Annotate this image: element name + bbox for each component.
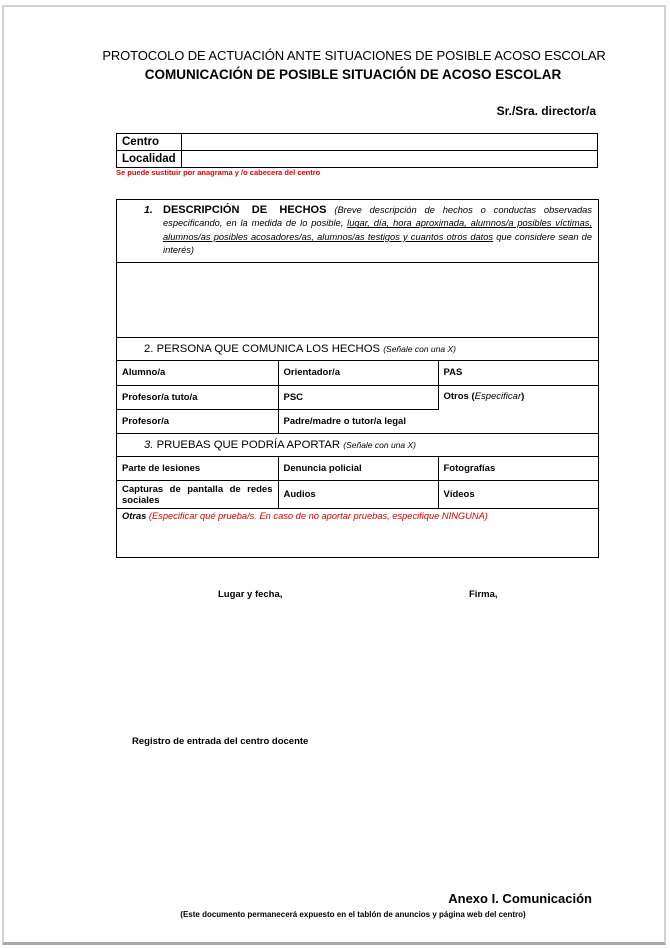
other-evidence-label: Otras	[122, 511, 147, 521]
centro-field[interactable]	[181, 134, 597, 151]
option-padre-madre[interactable]: Padre/madre o tutor/a legal	[278, 409, 438, 433]
option-otros-label: Otros (	[443, 390, 475, 402]
section-1-desc-part1: (Breve descripción de hechos o conductas observadas especificando, en la medida de lo posible,	[163, 205, 593, 229]
annex-note: (Este documento permanecerá expuesto en el tablón de anuncios y página web del centro)	[180, 910, 526, 919]
registry-label: Registro de entrada del centro docente	[132, 736, 309, 747]
section-2-number: 2.	[144, 343, 154, 355]
section-1-heading: DESCRIPCIÓN DE HECHOS	[163, 204, 327, 216]
option-otros-close: )	[521, 390, 525, 402]
option-pas[interactable]: PAS	[438, 361, 598, 385]
option-denuncia-policial[interactable]: Denuncia policial	[278, 457, 438, 481]
section-reporter-header	[117, 338, 598, 361]
section-2-heading: PERSONA QUE COMUNICA LOS HECHOS	[156, 343, 381, 355]
other-evidence-field[interactable]	[117, 509, 598, 557]
localidad-field[interactable]	[181, 151, 597, 168]
centro-label: Centro	[117, 134, 182, 151]
localidad-row	[117, 151, 598, 168]
section-3-hint: (Señale con una X)	[343, 439, 417, 450]
protocol-title: PROTOCOLO DE ACTUACIÓN ANTE SITUACIONES DE POSIBLE ACOSO ESCOLAR	[102, 48, 606, 63]
other-evidence-hint: (Especificar qué prueba/s. En caso de no aportar pruebas, especifique NINGUNA)	[148, 511, 488, 521]
option-fotografias[interactable]: Fotografías	[438, 457, 598, 481]
option-audios[interactable]: Audios	[278, 481, 438, 509]
option-psc[interactable]: PSC	[278, 385, 438, 409]
option-capturas-pantalla[interactable]: Capturas de pantalla de redes sociales	[117, 481, 278, 509]
document-page	[2, 5, 666, 945]
option-orientador[interactable]: Orientador/a	[278, 361, 438, 385]
centro-table	[116, 133, 598, 168]
section-3-number: 3.	[144, 438, 154, 451]
section-1-number: 1.	[144, 204, 153, 216]
place-date-label: Lugar y fecha,	[218, 589, 283, 600]
signature-label: Firma,	[469, 589, 498, 600]
addressee: Sr./Sra. director/a	[496, 104, 596, 118]
option-alumno[interactable]: Alumno/a	[117, 361, 278, 385]
evidence-options-grid	[117, 457, 598, 510]
option-parte-lesiones[interactable]: Parte de lesiones	[117, 457, 278, 481]
annex-title: Anexo I. Comunicación	[448, 891, 592, 906]
option-otros-specify: Especificar	[474, 390, 522, 402]
section-description-header	[117, 200, 598, 263]
section-1-desc-underlined: lugar, día, hora aproximada, alumnos/a posibles víctimas, alumnos/as posibles acosadores/as, alumnos/as testigos y cuantos otros datos	[163, 218, 592, 242]
centro-row	[117, 134, 598, 151]
reporter-options-grid	[117, 361, 598, 434]
logo-substitution-note: Se puede sustituir por anagrama y /o cabecera del centro	[116, 168, 321, 177]
option-videos[interactable]: Vídeos	[438, 481, 598, 509]
section-3-heading: PRUEBAS QUE PODRÍA APORTAR	[156, 438, 341, 451]
option-profesor-tutor[interactable]: Profesor/a tuto/a	[117, 385, 278, 409]
localidad-label: Localidad	[117, 151, 182, 168]
section-1-desc-part2: que considere sean de interés)	[163, 231, 593, 256]
option-profesor[interactable]: Profesor/a	[117, 409, 278, 433]
document-title: COMUNICACIÓN DE POSIBLE SITUACIÓN DE ACOSO ESCOLAR	[144, 67, 562, 82]
report-form	[116, 199, 599, 558]
option-otros[interactable]	[438, 385, 598, 433]
section-2-hint: (Señale con una X)	[383, 344, 456, 354]
section-evidence-header	[117, 434, 598, 457]
description-field[interactable]	[117, 263, 598, 338]
